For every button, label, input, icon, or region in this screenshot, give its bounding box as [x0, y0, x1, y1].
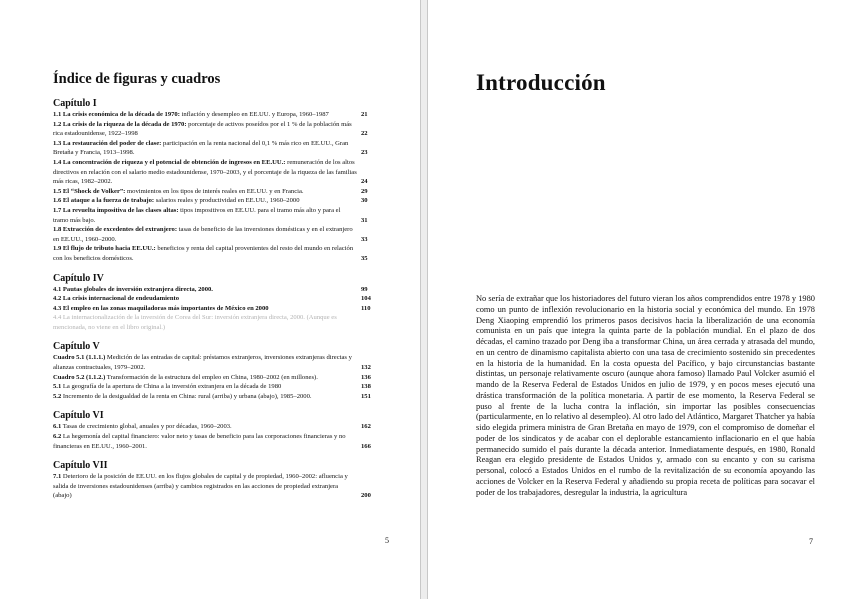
toc-entry-page-number: 31 [361, 216, 368, 224]
toc-entry-bold-label: 6.2 [53, 433, 62, 441]
toc-entry-page-number: 136 [361, 373, 371, 381]
toc-entry-page-number: 29 [361, 187, 368, 195]
toc-entry-text [53, 196, 361, 206]
toc-entry-text [53, 187, 361, 197]
toc-entry-description: Incremento de la desigualdad de la renta en China: rural (arriba) y urbana (abajo), 1985–2000. [61, 392, 312, 400]
toc-chapter-heading: Capítulo V [53, 341, 100, 353]
toc-chapter-block [53, 341, 383, 401]
toc-entry-description: La hegemonía del capital financiero: valor neto y tasas de beneficio para las corporaciones financieras y no financieras en EE.UU., 1960–2001. [53, 433, 346, 450]
toc-entry-text [53, 139, 361, 158]
toc-entry-text [53, 472, 361, 501]
toc-entry-page-number: 24 [361, 178, 368, 186]
toc-entry-bold-label: 1.9 El flujo de tributo hacia EE.UU.: [53, 245, 156, 253]
toc-entry-page-number: 132 [361, 364, 371, 372]
toc-entry-text [53, 225, 361, 244]
toc-entry-text [53, 422, 361, 432]
toc-chapter-heading: Capítulo I [53, 98, 97, 109]
toc-entry-bold-label: 1.1 La crisis económica de la década de 1970: [53, 111, 180, 118]
toc-entry-description: porcentaje de activos poseídos por el 1 % de la población más rica estadounidense, 1922–1998 [53, 120, 352, 138]
toc-entry-text [53, 244, 361, 263]
toc-entry-text [53, 304, 361, 314]
toc-entry-page-number: 151 [361, 392, 371, 400]
toc-entry-description: movimientos en los tipos de interés reales en EE.UU. y en Francia. [125, 187, 304, 195]
toc-entry-text [53, 382, 361, 392]
left-page-number: 5 [385, 536, 389, 545]
toc-entry-bold-label: Cuadro 5.1 (1.1.1.) [53, 354, 106, 362]
toc-entry-page-number: 200 [361, 492, 371, 500]
left-page [0, 0, 420, 599]
toc-entry [53, 432, 383, 451]
toc-entry-bold-label: 5.2 [53, 392, 62, 400]
toc-entry-text [53, 285, 361, 295]
toc-entry-text [53, 120, 361, 139]
toc-entry-page-number: 23 [361, 149, 368, 157]
toc-entry-description: remuneración de los altos directivos en relación con el salario medio estadounidense, 1970–2003, y el porcentaje de la riqueza de las familias más ricas, 1982–2002. [53, 158, 357, 186]
toc-title: Índice de figuras y cuadros [53, 71, 221, 87]
toc-entry-page-number: 35 [361, 254, 368, 262]
toc-entry [53, 313, 383, 332]
toc-entry [53, 382, 383, 392]
toc-entry-text [53, 206, 361, 225]
toc-entry-description: Medición de las entradas de capital: préstamos extranjeros, inversiones extranjeras directas y alianzas contractuales, 1979–2002. [53, 354, 352, 372]
toc-entry [53, 422, 383, 432]
toc-chapter-block [53, 98, 383, 264]
right-page [428, 0, 848, 599]
toc-entry-bold-label: 1.4 La concentración de riqueza y el potencial de obtención de ingresos en EE.UU.: [53, 158, 286, 166]
toc-entry [53, 304, 383, 314]
toc-entry [53, 392, 383, 402]
intro-title: Introducción [476, 70, 606, 95]
toc-entry [53, 244, 383, 263]
toc-entry-text [53, 294, 361, 304]
toc-entry [53, 294, 383, 304]
toc-entry-description: participación en la renta nacional del 0,1 % más rico en EE.UU., Gran Bretaña y Francia, 1913–1998. [53, 139, 349, 157]
toc-entry-bold-label: 1.5 El “Shock de Volker”: [53, 187, 126, 195]
toc-chapter-heading: Capítulo IV [53, 272, 104, 284]
toc-entry [53, 206, 383, 225]
toc-entry-bold-label: 5.1 [53, 383, 62, 391]
toc-entry-bold-label: 1.6 El ataque a la fuerza de trabajo: [53, 197, 155, 205]
toc-entry-description: tasas de beneficio de las inversiones domésticas y en el extranjero en EE.UU., 1960–2000. [53, 226, 353, 243]
right-page-number: 7 [809, 537, 813, 546]
toc-entry-page-number: 138 [361, 383, 371, 391]
toc-entry-page-number: 21 [361, 111, 368, 118]
toc-entry [53, 373, 383, 383]
toc-chapter-block [53, 273, 383, 333]
toc-chapter-block [53, 410, 383, 451]
toc-entry-bold-label: Cuadro 5.2 (1.1.2.) [53, 373, 106, 381]
toc-entry-description: Deterioro de la posición de EE.UU. en los flujos globales de capital y de propiedad, 1960–2002: afluencia y salida de inversiones estadounidenses (arriba) y cambios registrados en las acciones de propiedad extranjera (abajo) [53, 473, 348, 500]
toc-entry-page-number: 162 [361, 423, 371, 431]
toc-entry-bold-label: 6.1 [53, 423, 62, 431]
toc-entry-description: inflación y desempleo en EE.UU. y Europa, 1960–1987 [179, 111, 329, 118]
toc-entry [53, 196, 383, 206]
toc-entry-page-number: 104 [361, 295, 371, 303]
toc-entry-page-number: 30 [361, 197, 368, 205]
toc-entry-bold-label: 1.7 La revuelta impositiva de las clases altas: [53, 206, 179, 214]
toc-chapter-heading: Capítulo VII [53, 460, 108, 472]
toc-entry-text [53, 353, 361, 372]
intro-body: No sería de extrañar que los historiadores del futuro vieran los años comprendidos entre 1978 y 1980 como un punto de inflexión revolucionario en la historia social y económica del mundo. En 1978 Deng Xiaoping emprendió los primeros pasos decisivos hacia la liberalización de una economía comunista en un país que integra la quinta parte de la población mundial. En el plazo de dos décadas, el camino trazado por Deng iba a transformar China, un área cerrada y atrasada del mundo, en un centro de dinamismo capitalista abierto con una tasa de crecimiento sostenido sin precedentes en la historia de la humanidad. En la costa opuesta del Pacífico, y bajo circunstancias bastante distintas, un personaje relativamente oscuro (aunque ahora famoso) llamado Paul Volcker asumió el mando de la Reserva Federal de Estados Unidos en julio de 1979, y en pocos meses ejecutó una drástica transformación de la política monetaria. A partir de ese momento, la Reserva Federal se puso al frente de la lucha contra la inflación, sin importar las posibles consecuencias (particularmente, en lo relativo al desempleo). Al otro lado del Atlántico, Margaret Thatcher ya había sido elegida primera ministra de Gran Bretaña en mayo de 1979, con el compromiso de domeñar el poder de los sindicatos y de acabar con el deplorable estancamiento inflacionario en el que había permanecido sumido el país durante la década anterior. Inmediatamente después, en 1980, Ronald Reagan era elegido presidente de Estados Unidos y, armado con su encanto y con su carisma personal, colocó a Estados Unidos en el rumbo de la revitalización de su economía apoyando las acciones de Volcker en la Reserva Federal y añadiendo su propia receta de políticas para socavar el poder de los trabajadores, desregular la industria, la agricultura [476, 294, 815, 497]
toc-entry-bold-label: 1.2 La crisis de la riqueza de la década de 1970: [53, 120, 187, 128]
toc-entry-description: La geografía de la apertura de China a la inversión extranjera en la década de 1980 [61, 383, 282, 391]
toc-entry [53, 139, 383, 158]
toc-entry-text [53, 313, 361, 332]
book-gutter [420, 0, 428, 599]
toc-entry-bold-label: 1.3 La restauración del poder de clase: [53, 139, 162, 147]
toc-entry-page-number: 22 [361, 130, 368, 138]
toc-entry-page-number: 99 [361, 285, 368, 293]
toc-entry-bold-label: 4.1 Pautas globales de inversión extranjera directa, 2000. [53, 285, 213, 293]
toc-entry [53, 158, 383, 187]
toc-entry [53, 472, 383, 501]
toc-entry-bold-label: 7.1 [53, 473, 62, 481]
toc-entry [53, 110, 383, 120]
toc-chapter-block [53, 460, 383, 501]
toc-entry [53, 187, 383, 197]
toc-entry-bold-label: 1.8 Extracción de excedentes del extranjero: [53, 226, 178, 234]
toc-entry-description: 4.4 La internacionalización de la inversión de Corea del Sur: inversión extranjera directa, 2000. (Aunque es mencionada, no viene en el libro original.) [53, 314, 337, 331]
toc-entry-text [53, 158, 361, 187]
toc-entry-description: salarios reales y productividad en EE.UU., 1960–2000 [154, 197, 300, 205]
toc-entry [53, 353, 383, 372]
toc-entry-text [53, 432, 361, 451]
toc-entry-text [53, 373, 361, 383]
toc-entry-text [53, 392, 361, 402]
toc-entry-text [53, 110, 361, 120]
toc-entry-page-number: 166 [361, 442, 371, 450]
toc-chapter-heading: Capítulo VI [53, 410, 104, 422]
toc-entry-description: Tasas de crecimiento global, anuales y por décadas, 1960–2003. [61, 423, 232, 431]
toc-entry-description: beneficios y renta del capital provenientes del resto del mundo en relación con los beneficios domésticos. [53, 245, 354, 262]
toc-entry-bold-label: 4.3 El empleo en las zonas maquiladoras más importantes de México en 2000 [53, 304, 269, 312]
toc-entry-page-number: 33 [361, 235, 368, 243]
toc-body [53, 98, 383, 510]
toc-entry [53, 225, 383, 244]
toc-entry [53, 120, 383, 139]
toc-entry [53, 285, 383, 295]
toc-entry-page-number: 110 [361, 304, 371, 312]
toc-entry-description: Transformación de la estructura del empleo en China, 1980–2002 (en millones). [105, 373, 318, 381]
toc-entry-description: tipos impositivos en EE.UU. para el tramo más alto y para el tramo más bajo. [53, 206, 341, 224]
toc-entry-bold-label: 4.2 La crisis internacional de endeudamiento [53, 295, 180, 303]
